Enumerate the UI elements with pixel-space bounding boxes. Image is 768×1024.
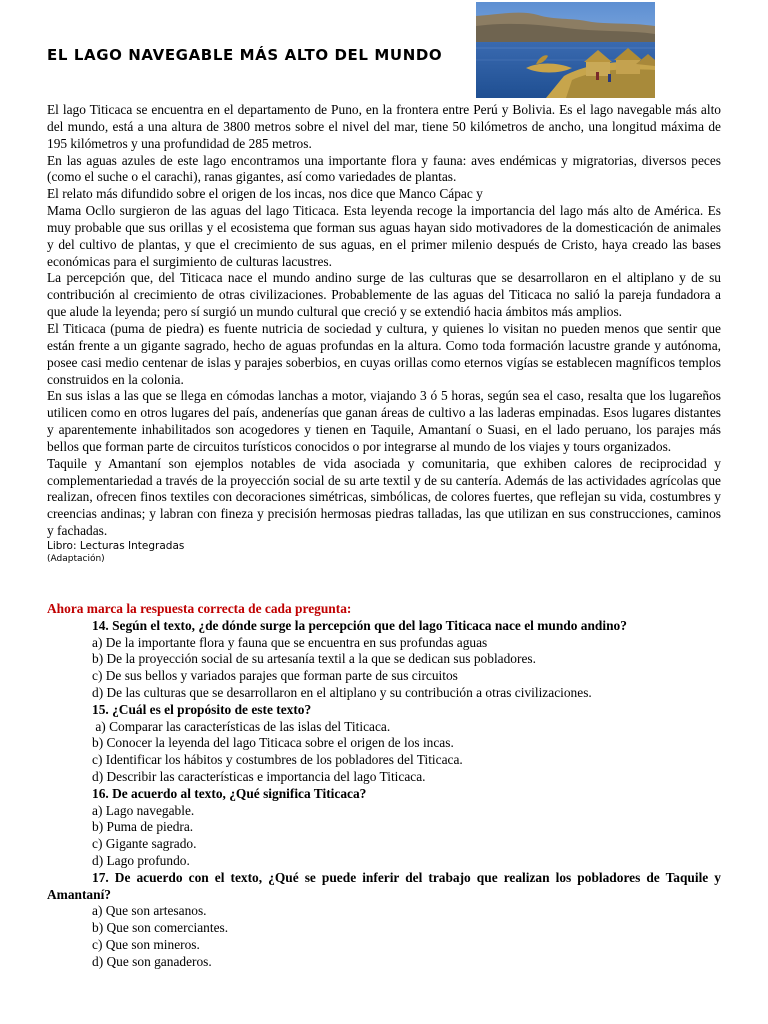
option-15-d[interactable]: d) Describir las características e importancia del lago Titicaca. [92,768,426,784]
question-14: 14. Según el texto, ¿de dónde surge la percepción que del lago Titicaca nace el mundo andino? [92,617,627,633]
document-title: EL LAGO NAVEGABLE MÁS ALTO DEL MUNDO [47,46,443,64]
paragraph: El Titicaca (puma de piedra) es fuente nutricia de sociedad y cultura, y quienes lo visitan no pueden menos que sentir que están frente a un gigante sagrado, hecho de aguas profundas en la altura. Como toda formación lacustre grande y autónoma, posee casi medio centenar de islas y parajes soberbios, en cuyas orillas como eternos vigías se establecen magníficos templos construidos en la colonia. [47,320,721,387]
paragraph: Taquile y Amantaní son ejemplos notables de vida asociada y comunitaria, que exhiben calores de reciprocidad y complementariedad a través de la proyección social de su arte textil y de su cantería. Además de las actividades agrícolas que realizan, ofrecen finos textiles con decoraciones simétricas, simbólicas, de colores fuertes, que reflejan su vida, costumbres y creencias andinas; y labran con fineza y precisión hermosas piedras talladas, las que utilizan en sus construcciones, caminos y fachadas. [47,455,721,539]
option-17-c[interactable]: c) Que son mineros. [92,936,200,952]
option-16-c[interactable]: c) Gigante sagrado. [92,836,197,852]
option-15-a[interactable]: a) Comparar las características de las islas del Titicaca. [92,718,391,734]
option-16-b[interactable]: b) Puma de piedra. [92,819,194,835]
option-17-a[interactable]: a) Que son artesanos. [92,903,207,919]
paragraph: Mama Ocllo surgieron de las aguas del lago Titicaca. Esta leyenda recoge la importancia del lago más alto de América. Es muy probable que sus orillas y el ecosistema que forman sus aguas hayan sido motivadores de la domesticación de animales y del cultivo de plantas, y que el crecimiento de sus aguas, en el primer milenio después de Cristo, haya creado las bases económicas para el surgimiento de culturas lacustres. [47,203,721,269]
quiz-instruction: Ahora marca la respuesta correcta de cada pregunta: [47,601,352,616]
paragraph: El lago Titicaca se encuentra en el departamento de Puno, en la frontera entre Perú y Bolivia. Es el lago navegable más alto del mundo, está a una altura de 3800 metros sobre el nivel del mar, tiene 50 kilómetros de ancho, una longitud máxima de 195 kilómetros y una profundidad de 285 metros. [47,102,721,151]
question-16: 16. De acuerdo al texto, ¿Qué significa Titicaca? [92,785,367,801]
paragraph: El relato más difundido sobre el origen de los incas, nos dice que Manco Cápac y [47,186,483,202]
lake-photo-illustration [476,2,655,98]
option-15-b[interactable]: b) Conocer la leyenda del lago Titicaca sobre el origen de los incas. [92,735,454,751]
paragraph: En sus islas a las que se llega en cómodas lanchas a motor, viajando 3 ó 5 horas, según sea el caso, resalta que los lugareños utilicen como en otros lugares del país, andenerías que ganan áreas de cultivo a las laderas empinadas. Esos lugares distantes y aparentemente inhabilitados son acogedores y tienen en Taquile, Amantaní o Suasi, en el lado peruano, los parajes más bellos que forman parte de circuitos turísticos conocidos o por integrarse al mundo de los viajes y tours organizados. [47,388,721,454]
option-17-b[interactable]: b) Que son comerciantes. [92,920,229,936]
paragraph: La percepción que, del Titicaca nace el mundo andino surge de las culturas que se desarrollaron en el altiplano y de su contribución al crecimiento de otras civilizaciones. Probablemente de las aguas del Titicaca no salió la pareja fundadora a que alude la leyenda; pero sí surgió un mundo cultural que creció y se extendió hacia ámbitos más amplios. [47,270,721,320]
option-17-d[interactable]: d) Que son ganaderos. [92,953,212,969]
question-17: 17. De acuerdo con el texto, ¿Qué se puede inferir del trabajo que realizan los pobladores de Taquile y Amantaní? [47,869,721,902]
reading-text [47,102,721,566]
question-15: 15. ¿Cuál es el propósito de este texto? [92,701,312,717]
option-16-a[interactable]: a) Lago navegable. [92,802,195,818]
option-14-a[interactable]: a) De la importante flora y fauna que se encuentra en sus profundas aguas [92,634,488,650]
source-citation: Libro: Lecturas Integradas [47,539,185,552]
paragraph: En las aguas azules de este lago encontramos una importante flora y fauna: aves endémicas y migratorias, diversos peces (como el suche o el carachi), ranas gigantes, así como variedades de plantas. [47,152,721,185]
option-14-b[interactable]: b) De la proyección social de su artesanía textil a la que se dedican sus pobladores. [92,651,536,667]
source-note: (Adaptación) [47,553,105,564]
option-14-d[interactable]: d) De las culturas que se desarrollaron en el altiplano y su contribución a otras civilizaciones. [92,684,592,700]
option-14-c[interactable]: c) De sus bellos y variados parajes que forman parte de sus circuitos [92,668,458,684]
lake-titicaca-photo [476,2,655,98]
option-15-c[interactable]: c) Identificar los hábitos y costumbres de los pobladores del Titicaca. [92,752,463,768]
quiz-section [47,601,721,971]
option-16-d[interactable]: d) Lago profundo. [92,852,190,868]
